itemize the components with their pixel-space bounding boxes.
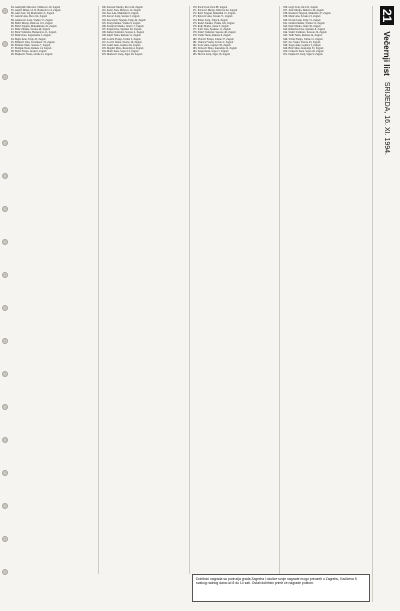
list-item: 191. Kolar Ivan, Dubrava 12, Zagreb <box>101 9 141 13</box>
list-item: 194. Kovačević Stjepan, Trnje 44, Zagreb <box>101 18 146 22</box>
column-2 <box>101 6 190 574</box>
list-item: 644. Stanić Tomislav, Sesvete 19, Zagreb <box>283 31 327 35</box>
list-item: 648. Žagar Ante, Gajnice 3, Zagreb <box>283 43 321 47</box>
list-item: 643. Rukavina Ivka, Špansko 8, Zagreb <box>283 28 326 32</box>
list-item: 470. Pavić Ivan, Ilica 88, Zagreb <box>192 6 228 9</box>
list-item: 472. Perić Stjepan, Maksimir 15, Zagreb <box>192 12 236 16</box>
punch-hole <box>2 107 8 113</box>
list-item: 476. Rajić Marko, Jarun 3, Zagreb <box>192 24 229 28</box>
list-item: 647. Zec Vesna, Travno 45, Zagreb <box>283 40 321 44</box>
list-item: 483. Živković Mato, Kustošija 22, Zagreb <box>192 47 237 51</box>
list-item: 203. Magdić Mato, Kustošija 4, Zagreb <box>101 47 144 51</box>
list-item: 198. Kuhar Tomislav, Sesvete 2, Zagreb <box>101 31 145 35</box>
list-item: 97. Bošnjak Nada, Remete 14, Zagreb <box>11 47 52 51</box>
list-item: 650. Crnković Kata, Sopot 20, Zagreb <box>283 50 324 54</box>
list-item: 474. Pintar Josip, Trnje 9, Zagreb <box>192 18 228 22</box>
punch-hole <box>2 503 8 509</box>
punch-hole <box>2 536 8 542</box>
column-4 <box>282 6 370 574</box>
listing-columns <box>10 6 370 574</box>
list-item: 641. Oreški Zdenka, Vlaška 31, Zagreb <box>283 21 325 25</box>
list-item: 90. Bačić Stjepan, Maksimirska 22, Zagreb <box>11 24 57 28</box>
right-divider <box>372 6 373 602</box>
punch-hole <box>2 239 8 245</box>
punch-hole <box>2 173 8 179</box>
column-3-lines <box>193 6 279 57</box>
punch-hole <box>2 470 8 476</box>
list-item: 84. Andrijašić Miroslav, Vidikovac 20, Zagreb <box>11 6 61 9</box>
list-item: 197. Krpan Ivka, Špansko 30, Zagreb <box>101 28 142 32</box>
list-item: 484. Župan Kata, Sopot 7, Zagreb <box>192 50 229 54</box>
list-item: 192. Kos Ana, Maksimir 8, Zagreb <box>101 12 139 16</box>
list-item: 95. Blažević Ivka, Črnomerec 33, Zagreb <box>11 40 55 44</box>
list-item: 205. Marković Josip, Siget 28, Zagreb <box>101 53 143 57</box>
punch-hole <box>2 140 8 146</box>
list-item: 92. Barić Tomislav, Heinzelova 11, Zagreb <box>11 31 57 35</box>
list-item: 640. Novak Josip, Trnje 72, Zagreb <box>283 18 321 22</box>
list-item: 651. Dujmović Josip, Siget 9, Zagreb <box>283 53 323 57</box>
punch-hole <box>2 8 8 14</box>
list-item: 645. Tadić Nada, Remete 24, Zagreb <box>283 34 323 38</box>
footer-note: Dobitnici nagrada sa područja grada Zagreba i okolice svoje nagrade mogu preuzeti u Zagrebu, Kačićeva 5 svakog radnog dana od 8 do 14 sati. Ostali dobitnici primit će nagrade poštom. <box>192 574 370 602</box>
list-item: 204. Marić Kata, Sopot 13, Zagreb <box>101 50 139 54</box>
list-item: 94. Begić Ante, Trnje 18, Zagreb <box>11 37 46 41</box>
list-item: 646. Vrban Franjo, Utrine 12, Zagreb <box>283 37 323 41</box>
punch-hole <box>2 371 8 377</box>
list-item: 199. Kušić Nada, Remete 51, Zagreb <box>101 34 141 38</box>
list-item: 478. Šimić Tomislav, Sesvete 40, Zagreb <box>192 31 236 35</box>
list-item: 86. Anić Ivan, Trg Mažuranića 3, Zagreb <box>11 12 55 16</box>
masthead-rotated <box>376 6 398 155</box>
list-item: 193. Kovač Josip, Savska 3, Zagreb <box>101 15 140 19</box>
list-item: 196. Kraljević Marko, Jarun 17, Zagreb <box>101 24 144 28</box>
list-item: 479. Tomić Nada, Remete 6, Zagreb <box>192 34 231 38</box>
column-4-lines <box>283 6 369 57</box>
list-item: 200. Lončar Franjo, Utrine 5, Zagreb <box>101 37 141 41</box>
list-item: 98. Božić Franjo, Jarun 6, Zagreb <box>11 50 47 54</box>
punch-hole <box>2 338 8 344</box>
page-number: 21 <box>380 6 394 25</box>
list-item: 475. Radić Zdenka, Vlaška 120, Zagreb <box>192 21 235 25</box>
list-item: 485. Horvat Josip, Siget 16, Zagreb <box>192 53 231 57</box>
column-3 <box>192 6 281 574</box>
issue-date: SRIJEDA, 16. XI. 1994. <box>383 81 391 155</box>
punch-hole <box>2 206 8 212</box>
list-item: 195. Kralj Zdenka, Vlaška 9, Zagreb <box>101 21 141 25</box>
list-item: 482. Zorić Ante, Gajnice 58, Zagreb <box>192 43 231 47</box>
list-item: 190. Kobasić Marija, Ilica 140, Zagreb <box>101 6 143 9</box>
list-item: 471. Pavlović Marija, Dubrava 64, Zagreb <box>192 9 238 13</box>
column-2-lines <box>102 6 188 57</box>
list-item: 99. Brajković Vesna, Utrine 21, Zagreb <box>11 53 53 57</box>
list-item: 87. Antolić Ana, Ilica 214, Zagreb <box>11 15 48 19</box>
punch-hole <box>2 404 8 410</box>
masthead <box>374 6 398 155</box>
column-1 <box>10 6 99 574</box>
list-item: 638. Knežević Stjepan, Maksimir 47, Zagreb <box>283 12 331 16</box>
list-item: 636. Grgić Ivan, Ilica 61, Zagreb <box>283 6 319 9</box>
list-item: 637. Jurić Marija, Dubrava 29, Zagreb <box>283 9 324 13</box>
paper-name: Večernji list <box>382 31 392 76</box>
list-item: 473. Petrović Ana, Savska 71, Zagreb <box>192 15 233 19</box>
list-item: 91. Balić Zdenka, Savska 40, Zagreb <box>11 28 51 32</box>
list-item: 89. Babić Marija, Dubrava 101, Zagreb <box>11 21 53 25</box>
list-item: 477. Šarić Ivka, Špansko 11, Zagreb <box>192 28 231 32</box>
column-1-lines <box>11 6 97 57</box>
list-item: 642. Pejić Marko, Jarun 59, Zagreb <box>283 24 321 28</box>
list-item: 93. Bašić Kata, Zagrebačka 5, Zagreb <box>11 34 51 38</box>
list-item: 96. Bobinac Mato, Sesvete 7, Zagreb <box>11 43 51 47</box>
list-item: 649. Bilić Mato, Kustošija 35, Zagreb <box>283 47 324 51</box>
punch-hole <box>2 569 8 575</box>
list-item: 88. Antunović Josip, Vlaška 57, Zagreb <box>11 18 53 22</box>
list-item: 202. Lukić Ante, Gajnice 26, Zagreb <box>101 43 141 47</box>
list-item: 85. Andrić Milan, Ul. R. Boškovića 12, Zagreb <box>11 9 61 13</box>
list-item: 639. Matić Ana, Savska 13, Zagreb <box>283 15 321 19</box>
punch-hole <box>2 272 8 278</box>
punch-hole <box>2 437 8 443</box>
punch-hole <box>2 305 8 311</box>
punch-hole <box>2 74 8 80</box>
list-item: 480. Vidović Franjo, Utrine 37, Zagreb <box>192 37 234 41</box>
punch-hole <box>2 41 8 47</box>
list-item: 481. Vuković Vesna, Travno 2, Zagreb <box>192 40 234 44</box>
list-item: 201. Lovrić Vesna, Travno 19, Zagreb <box>101 40 142 44</box>
punch-holes <box>2 8 8 603</box>
